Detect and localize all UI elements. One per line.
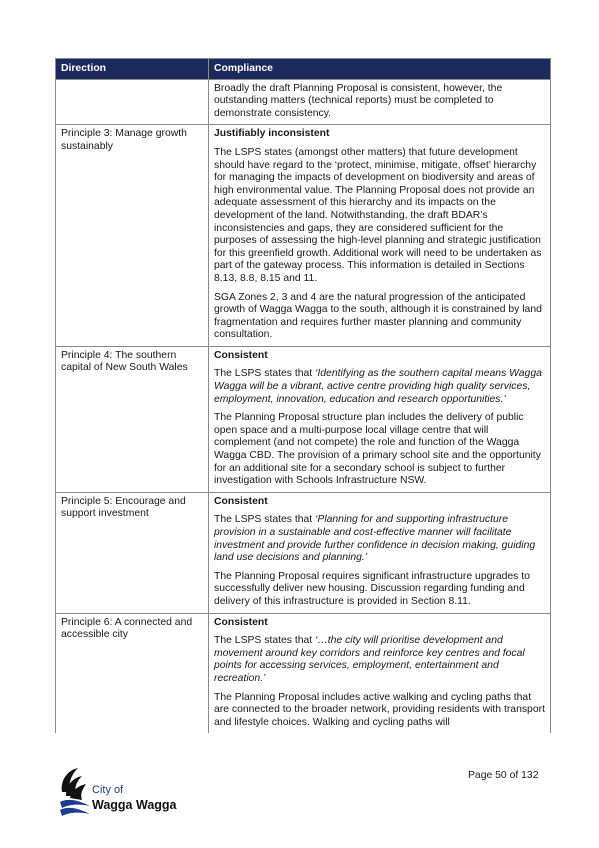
direction-cell: [56, 79, 209, 125]
logo-text-wagga-wagga: Wagga Wagga: [92, 798, 177, 812]
lsps-quote-paragraph: [214, 368, 545, 406]
quote-lead: The LSPS states that: [214, 514, 316, 526]
quote-lead: The LSPS states that: [214, 635, 316, 647]
compliance-status: Justifiably inconsistent: [214, 128, 330, 140]
compliance-status: Consistent: [214, 349, 268, 361]
compliance-paragraph: SGA Zones 2, 3 and 4 are the natural progression of the anticipated growth of Wagga Wagga to the south, although it is constrained by land fragmentation and requires further master planning and community consultation.: [214, 291, 542, 341]
compliance-paragraph: Broadly the draft Planning Proposal is consistent, however, the outstanding matters (technical reports) must be completed to demonstrate consistency.: [214, 82, 503, 119]
direction-cell: Principle 3: Manage growth sustainably: [56, 125, 209, 347]
compliance-paragraph: The Planning Proposal includes active walking and cycling paths that are connected to the broader network, providing residents with transport and lifestyle choices. Walking and cycling paths will: [214, 691, 545, 728]
direction-cell: Principle 6: A connected and accessible city: [56, 613, 209, 733]
compliance-cell: [209, 79, 551, 125]
compliance-cell: [209, 613, 551, 733]
compliance-paragraph: The Planning Proposal structure plan includes the delivery of public open space and a multi-purpose local village centre that will complement (and not compete) the role and function of the Wagga Wagga CBD. The provision of a primary school site and the opportunity for an additional site for a secondary school is subject to further investigation with Schools Infrastructure NSW.: [214, 412, 541, 487]
compliance-cell: [209, 125, 551, 347]
direction-cell: Principle 4: The southern capital of New South Wales: [56, 346, 209, 492]
council-logo: [58, 762, 198, 822]
compliance-paragraph: The Planning Proposal requires significant infrastructure upgrades to successfully deliver new housing. Discussion regarding funding and delivery of this infrastructure is provided in Section 8.11.: [214, 570, 530, 607]
wagga-wagga-logo-icon: [58, 762, 92, 818]
compliance-status: Consistent: [214, 495, 268, 507]
lsps-quote: ‘Identifying as the southern capital means Wagga Wagga will be a vibrant, active centre providing high quality services, employment, innovation, education and research opportunities.’: [214, 368, 542, 405]
logo-text-city-of: City of: [92, 784, 124, 796]
compliance-paragraph: The LSPS states (amongst other matters) that future development should have regard to the ‘protect, minimise, mitigate, offset’ hierarchy for managing the impacts of development on biodiversity and areas of high environmental value. The Planning Proposal does not provide an adequate assessment of this hierarchy and its impacts on the development of the land. Notwithstanding, the draft BDAR’s inconsistencies and gaps, they are considered sufficient for the purposes of assessing the high-level planning and strategic justification for this greenfield growth. Additional work will need to be undertaken as part of the gateway process. This information is detailed in Sections 8.13, 8.8, 8.15 and 11.: [214, 146, 542, 284]
direction-cell: Principle 5: Encourage and support investment: [56, 492, 209, 613]
page-number: Page 50 of 132: [468, 770, 539, 781]
lsps-quote-paragraph: [214, 514, 545, 564]
table-header-row: [56, 59, 551, 80]
table-row: [56, 492, 551, 613]
table-row: [56, 613, 551, 733]
table-row: [56, 79, 551, 125]
lsps-quote: ‘Planning for and supporting infrastructure provision in a sustainable and cost-effective manner will facilitate investment and provide further confidence in decision making, guiding land use decisions and planning.’: [214, 514, 536, 564]
lsps-quote: ‘…the city will prioritise development and movement around key corridors and reinforce key centres and focal points for accessing services, employment, entertainment and recreation.’: [214, 635, 525, 684]
lsps-quote-paragraph: [214, 635, 545, 685]
compliance-cell: [209, 346, 551, 492]
compliance-table: [55, 58, 551, 733]
compliance-cell: [209, 492, 551, 613]
compliance-status: Consistent: [214, 616, 268, 628]
table-row: [56, 125, 551, 347]
quote-lead: The LSPS states that: [214, 368, 316, 380]
header-compliance: Compliance: [209, 59, 551, 80]
table-row: [56, 346, 551, 492]
header-direction: Direction: [56, 59, 209, 80]
